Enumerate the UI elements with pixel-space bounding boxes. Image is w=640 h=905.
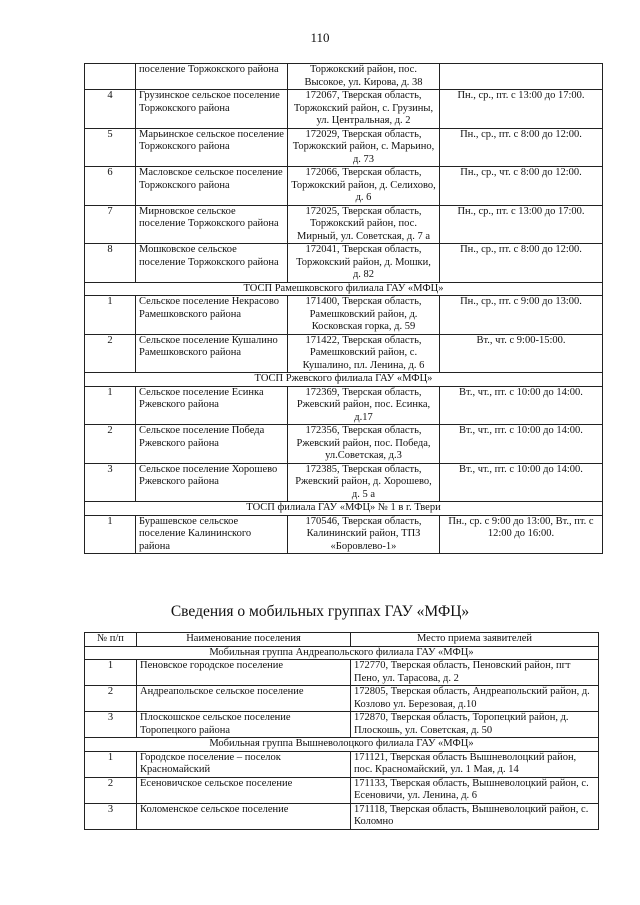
section-header: Мобильная группа Андреапольского филиала ГАУ «МФЦ» — [85, 646, 599, 660]
table-header-row — [85, 633, 599, 647]
section-header: Мобильная группа Вышневолоцкого филиала ГАУ «МФЦ» — [85, 738, 599, 752]
settlement-name: Есеновичское сельское поселение — [137, 777, 351, 803]
settlement-name: Сельское поселение Кушалино Рамешковского района — [136, 334, 288, 373]
table-row — [85, 425, 603, 464]
working-hours: Вт., чт., пт. с 10:00 до 14:00. — [440, 425, 603, 464]
address: 172029, Тверская область, Торжокский район, с. Марьино, д. 73 — [288, 128, 440, 167]
address: 172066, Тверская область, Торжокский район, д. Селихово, д. 6 — [288, 167, 440, 206]
working-hours: Пн., ср. с 9:00 до 13:00, Вт., пт. с 12:00 до 16:00. — [440, 515, 603, 554]
table-row — [85, 334, 603, 373]
reception-place: 171133, Тверская область, Вышневолоцкий район, с. Есеновичи, ул. Ленина, д. 6 — [351, 777, 599, 803]
address: 172025, Тверская область, Торжокский район, пос. Мирный, ул. Советская, д. 7 а — [288, 205, 440, 244]
section-header-row — [85, 646, 599, 660]
table-row — [85, 205, 603, 244]
settlement-name: поселение Торжокского района — [136, 64, 288, 90]
table-row — [85, 777, 599, 803]
settlement-name: Грузинское сельское поселение Торжокского района — [136, 90, 288, 129]
settlement-name: Марьинское сельское поселение Торжокского района — [136, 128, 288, 167]
settlement-name: Андреапольское сельское поселение — [137, 686, 351, 712]
table-row — [85, 515, 603, 554]
section-header-row — [85, 282, 603, 296]
section-header-row — [85, 738, 599, 752]
mobile-groups-table — [84, 632, 599, 830]
row-number: 3 — [85, 803, 137, 829]
table-row — [85, 296, 603, 335]
reception-place: 172770, Тверская область, Пеновский район, пгт Пено, ул. Тарасова, д. 2 — [351, 660, 599, 686]
row-number: 7 — [85, 205, 136, 244]
section-header-row — [85, 373, 603, 387]
settlement-name: Пеновское городское поселение — [137, 660, 351, 686]
working-hours — [440, 64, 603, 90]
section-header-row — [85, 502, 603, 516]
row-number: 2 — [85, 334, 136, 373]
address: 172385, Тверская область, Ржевский район, д. Хорошево, д. 5 а — [288, 463, 440, 502]
settlement-name: Городское поселение – поселок Красномайский — [137, 751, 351, 777]
header-name: Наименование поселения — [137, 633, 351, 647]
row-number: 2 — [85, 777, 137, 803]
settlement-name: Бурашевское сельское поселение Калининского района — [136, 515, 288, 554]
working-hours: Пн., ср., пт. с 8:00 до 12:00. — [440, 128, 603, 167]
address: 172369, Тверская область, Ржевский район, пос. Есинка, д.17 — [288, 386, 440, 425]
working-hours: Пн., ср., пт. с 8:00 до 12:00. — [440, 244, 603, 283]
table-row — [85, 712, 599, 738]
settlement-name: Мирновское сельское поселение Торжокского района — [136, 205, 288, 244]
settlement-name: Плоскошское сельское поселение Торопецкого района — [137, 712, 351, 738]
row-number: 1 — [85, 515, 136, 554]
working-hours: Пн., ср., пт. с 13:00 до 17:00. — [440, 205, 603, 244]
settlement-name: Сельское поселение Некрасово Рамешковского района — [136, 296, 288, 335]
header-num: № п/п — [85, 633, 137, 647]
address: Торжокский район, пос. Высокое, ул. Кирова, д. 38 — [288, 64, 440, 90]
table-row — [85, 64, 603, 90]
row-number: 4 — [85, 90, 136, 129]
table-row — [85, 90, 603, 129]
table-row — [85, 463, 603, 502]
row-number: 3 — [85, 712, 137, 738]
working-hours: Пн., ср., пт. с 13:00 до 17:00. — [440, 90, 603, 129]
table-row — [85, 128, 603, 167]
reception-place: 171121, Тверская область Вышневолоцкий район, пос. Красномайский, ул. 1 Мая, д. 14 — [351, 751, 599, 777]
row-number: 2 — [85, 686, 137, 712]
address: 170546, Тверская область, Калининский район, ТПЗ «Боровлево-1» — [288, 515, 440, 554]
working-hours: Вт., чт., пт. с 10:00 до 14:00. — [440, 386, 603, 425]
row-number: 8 — [85, 244, 136, 283]
address: 172356, Тверская область, Ржевский район, пос. Победа, ул.Советская, д.3 — [288, 425, 440, 464]
settlement-name: Масловское сельское поселение Торжокского района — [136, 167, 288, 206]
table-row — [85, 244, 603, 283]
section-header: ТОСП филиала ГАУ «МФЦ» № 1 в г. Твери — [85, 502, 603, 516]
working-hours: Вт., чт., пт. с 10:00 до 14:00. — [440, 463, 603, 502]
reception-place: 171118, Тверская область, Вышневолоцкий район, с. Коломно — [351, 803, 599, 829]
row-number: 2 — [85, 425, 136, 464]
row-number: 1 — [85, 751, 137, 777]
reception-place: 172870, Тверская область, Торопецкий район, д. Плоскошь, ул. Советская, д. 50 — [351, 712, 599, 738]
settlement-name: Сельское поселение Хорошево Ржевского района — [136, 463, 288, 502]
row-number: 1 — [85, 296, 136, 335]
row-number: 1 — [85, 660, 137, 686]
settlement-name: Сельское поселение Победа Ржевского района — [136, 425, 288, 464]
row-number: 3 — [85, 463, 136, 502]
table-row — [85, 660, 599, 686]
section-header: ТОСП Рамешковского филиала ГАУ «МФЦ» — [85, 282, 603, 296]
row-number — [85, 64, 136, 90]
mfc-offices-table — [84, 63, 603, 554]
page-number: 110 — [310, 30, 330, 45]
working-hours: Пн., ср., чт. с 8:00 до 12:00. — [440, 167, 603, 206]
table-row — [85, 686, 599, 712]
row-number: 6 — [85, 167, 136, 206]
working-hours: Пн., ср., пт. с 9:00 до 13:00. — [440, 296, 603, 335]
address: 172041, Тверская область, Торжокский район, д. Мошки, д. 82 — [288, 244, 440, 283]
table-row — [85, 386, 603, 425]
settlement-name: Коломенское сельское поселение — [137, 803, 351, 829]
section-header: ТОСП Ржевского филиала ГАУ «МФЦ» — [85, 373, 603, 387]
address: 172067, Тверская область, Торжокский район, с. Грузины, ул. Центральная, д. 2 — [288, 90, 440, 129]
table-row — [85, 751, 599, 777]
settlement-name: Сельское поселение Есинка Ржевского района — [136, 386, 288, 425]
working-hours: Вт., чт. с 9:00-15:00. — [440, 334, 603, 373]
row-number: 1 — [85, 386, 136, 425]
table-row — [85, 803, 599, 829]
settlement-name: Мошковское сельское поселение Торжокского района — [136, 244, 288, 283]
header-place: Место приема заявителей — [351, 633, 599, 647]
reception-place: 172805, Тверская область, Андреапольский район, д. Козлово ул. Березовая, д.10 — [351, 686, 599, 712]
row-number: 5 — [85, 128, 136, 167]
address: 171400, Тверская область, Рамешковский район, д. Косковская горка, д. 59 — [288, 296, 440, 335]
address: 171422, Тверская область, Рамешковский район, с. Кушалино, пл. Ленина, д. 6 — [288, 334, 440, 373]
table-row — [85, 167, 603, 206]
section-title: Сведения о мобильных группах ГАУ «МФЦ» — [170, 603, 470, 620]
